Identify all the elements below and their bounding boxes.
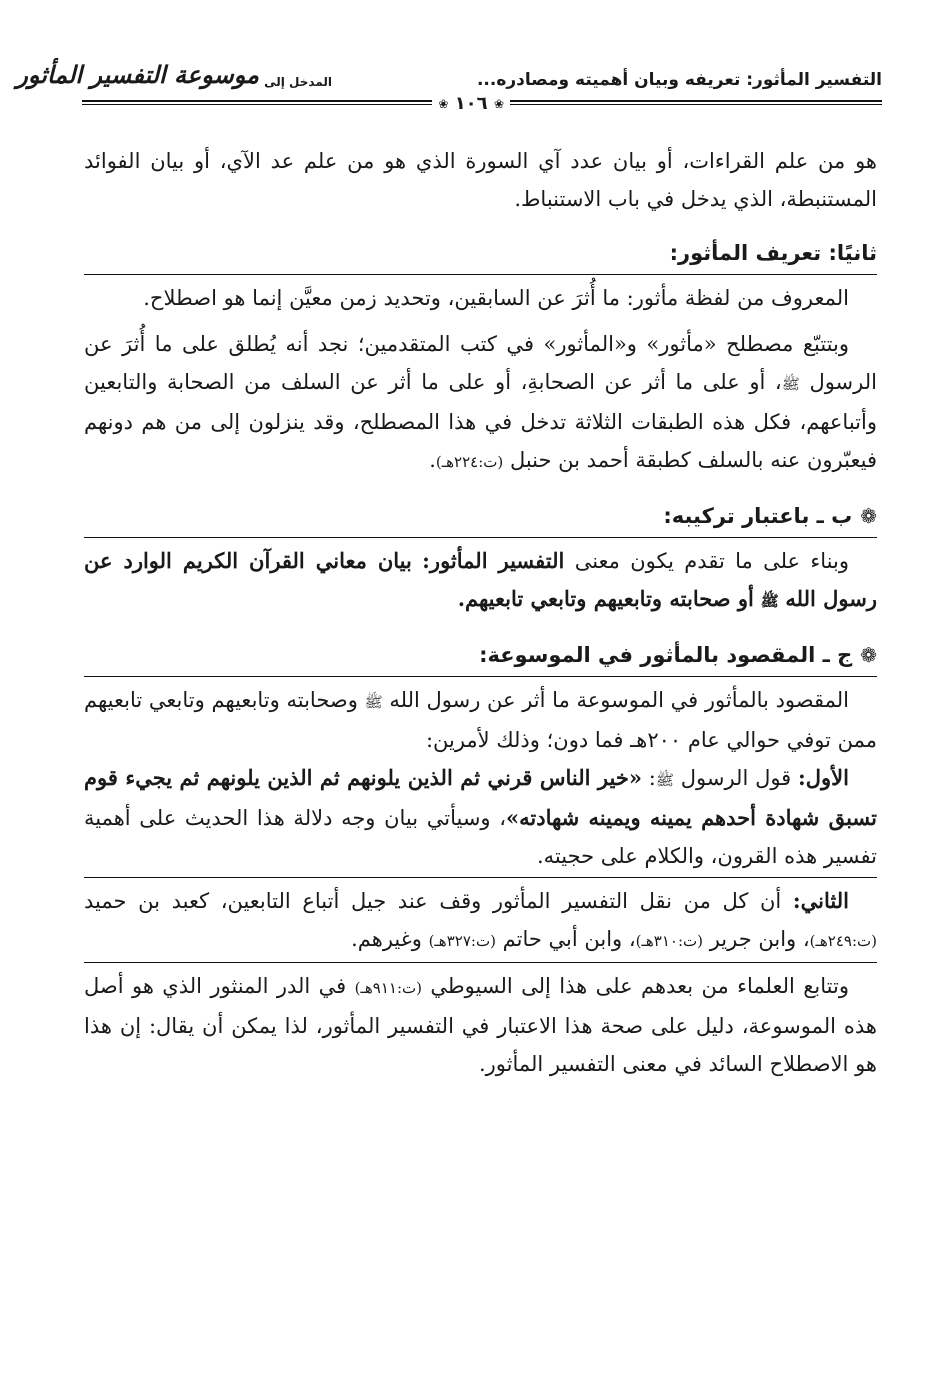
honorific-icon: ﷺ: [364, 693, 383, 711]
page-body: [84, 142, 877, 1083]
heading-j-text: ج ـ المقصود بالمأثور في الموسوعة:: [479, 643, 853, 667]
paragraph-2: المعروف من لفظة مأثور: ما أُثرَ عن السابقين، وتحديد زمن معيَّن إنما هو اصطلاح.: [143, 286, 849, 310]
honorific-icon: ﷺ: [760, 592, 779, 610]
text-span: قول الرسول: [680, 766, 792, 790]
heading-rule: [84, 676, 877, 677]
heading-j: [84, 636, 877, 674]
death-date: (ت:٣٢٧هـ): [428, 932, 496, 950]
heading-b-text: ب ـ باعتبار تركيبه:: [663, 504, 853, 528]
flower-icon: ❁: [860, 504, 877, 528]
text-span: وغيرهم.: [351, 927, 422, 951]
text-span: وبناء على ما تقدم يكون معنى: [574, 549, 850, 573]
paragraph-8: [84, 967, 877, 1083]
section-rule: [84, 877, 877, 878]
page-header: [16, 58, 882, 118]
death-date: (ت:٣١٠هـ): [635, 932, 703, 950]
paragraph-7: [84, 882, 877, 960]
lead-word: الثاني:: [792, 888, 849, 913]
death-date: (ت:٢٤٩هـ): [809, 932, 877, 950]
paragraph-4: [84, 542, 877, 620]
heading-rule: [84, 537, 877, 538]
term-bold: التفسير المأثور:: [422, 548, 565, 573]
text-span: أن كل من نقل التفسير المأثور وقف عند جيل أتباع التابعين، كعبد بن حميد: [84, 889, 782, 913]
paragraph-1: هو من علم القراءات، أو بيان عدد آي السورة الذي هو من علم عد الآي، أو بيان الفوائد المستنبطة، الذي يدخل في باب الاستنباط.: [84, 149, 877, 211]
page-number-box: [432, 92, 510, 116]
text-span: ، أو على ما أثر عن الصحابةِ، أو على ما أثر عن السلف من الصحابة والتابعين وأتباعهم، فكل هذه الطبقات الثلاثة تدخل في هذا المصطلح، وقد ينزلون إلى من هم دونهم فيعبّرون عنه بالسلف كطبقة أحمد بن حنبل: [84, 370, 877, 472]
running-title: التفسير المأثور: تعريفه وبيان أهميته ومصادره...: [476, 70, 882, 90]
lead-word: الأول:: [798, 765, 849, 790]
paragraph-5: [84, 681, 877, 759]
text-span: المقصود بالمأثور في الموسوعة ما أثر عن رسول الله: [389, 688, 849, 712]
definition-bold: بيان معاني القرآن الكريم الوارد عن رسول الله: [84, 548, 877, 611]
heading-rule: [84, 274, 877, 275]
definition-bold: أو صحابته وتابعيهم وتابعي تابعيهم.: [457, 586, 754, 611]
paragraph-3: وبتتبّع مصطلح «مأثور» و«المأثور» في كتب المتقدمين؛ نجد أنه يُطلق على ما أُثرَ عن الرسول ﷺ، أو على ما أثر عن الصحابةِ، أو على ما أثر عن السلف من الصحابة والتابعين وأتباعهم، فكل هذه الطبقات الثلاثة تدخل في هذا المصطلح، وقد ينزلون إلى من هم دونهم فيعبّرون عنه بالسلف كطبقة أحمد بن حنبل (ت:٢٢٤هـ).: [84, 332, 877, 472]
heading-thanian: ثانيًا: تعريف المأثور:: [669, 241, 877, 265]
death-date: (ت:٩١١هـ): [354, 979, 422, 997]
text-span: ، وسيأتي بيان وجه دلالة هذا الحديث على أهمية تفسير هذه القرون، والكلام على حجيته.: [84, 806, 877, 868]
hadith-text: «خير الناس قرني ثم الذين يلونهم ثم الذين يلونهم ثم يجيء قوم تسبق شهادة أحدهم يمينه ويمينه شهادته»: [84, 765, 877, 830]
logo-title: موسوعة التفسير المأثور: [16, 60, 259, 89]
honorific-icon: ﷺ: [781, 375, 800, 393]
text-span: ، وابن أبي حاتم: [502, 927, 636, 951]
paragraph-6: الأول: قول الرسول ﷺ: «خير الناس قرني ثم الذين يلونهم ثم الذين يلونهم ثم يجيء قوم تسبق شهادة أحدهم يمينه ويمينه شهادته»، وسيأتي بيان وجه دلالة هذا الحديث على أهمية تفسير هذه القرون، والكلام على حجيته.: [84, 765, 877, 868]
honorific-icon: ﷺ: [655, 771, 674, 789]
text-span: وتتابع العلماء من بعدهم على هذا إلى السيوطي: [430, 974, 849, 998]
text-span: وصحابته وتابعيهم وتابعي تابعيهم ممن توفي حوالي عام ٢٠٠هـ فما دون؛ وذلك لأمرين:: [84, 688, 877, 752]
page-number: ١٠٦: [454, 93, 488, 114]
text-span: في الدر المنثور الذي هو أصل هذه الموسوعة، دليل على صحة هذا الاعتبار في التفسير المأثور، لذا يمكن أن يقال: إن هذا هو الاصطلاح السائد في معنى التفسير المأثور.: [84, 974, 877, 1076]
heading-b: [84, 497, 877, 535]
ornament-icon: ❀: [493, 97, 504, 111]
section-rule: [84, 962, 877, 963]
flower-icon: ❁: [860, 643, 877, 667]
text-span: ، وابن جرير: [709, 927, 810, 951]
logo-prefix: المدخل إلى: [264, 75, 332, 89]
ornament-icon: ❀: [438, 97, 449, 111]
death-date: (ت:٢٢٤هـ): [435, 453, 504, 471]
book-logo: [16, 60, 332, 100]
text-span: وبتتبّع مصطلح «مأثور» و«المأثور» في كتب المتقدمين؛ نجد أنه يُطلق على ما أُثرَ عن الرسول: [84, 332, 877, 394]
